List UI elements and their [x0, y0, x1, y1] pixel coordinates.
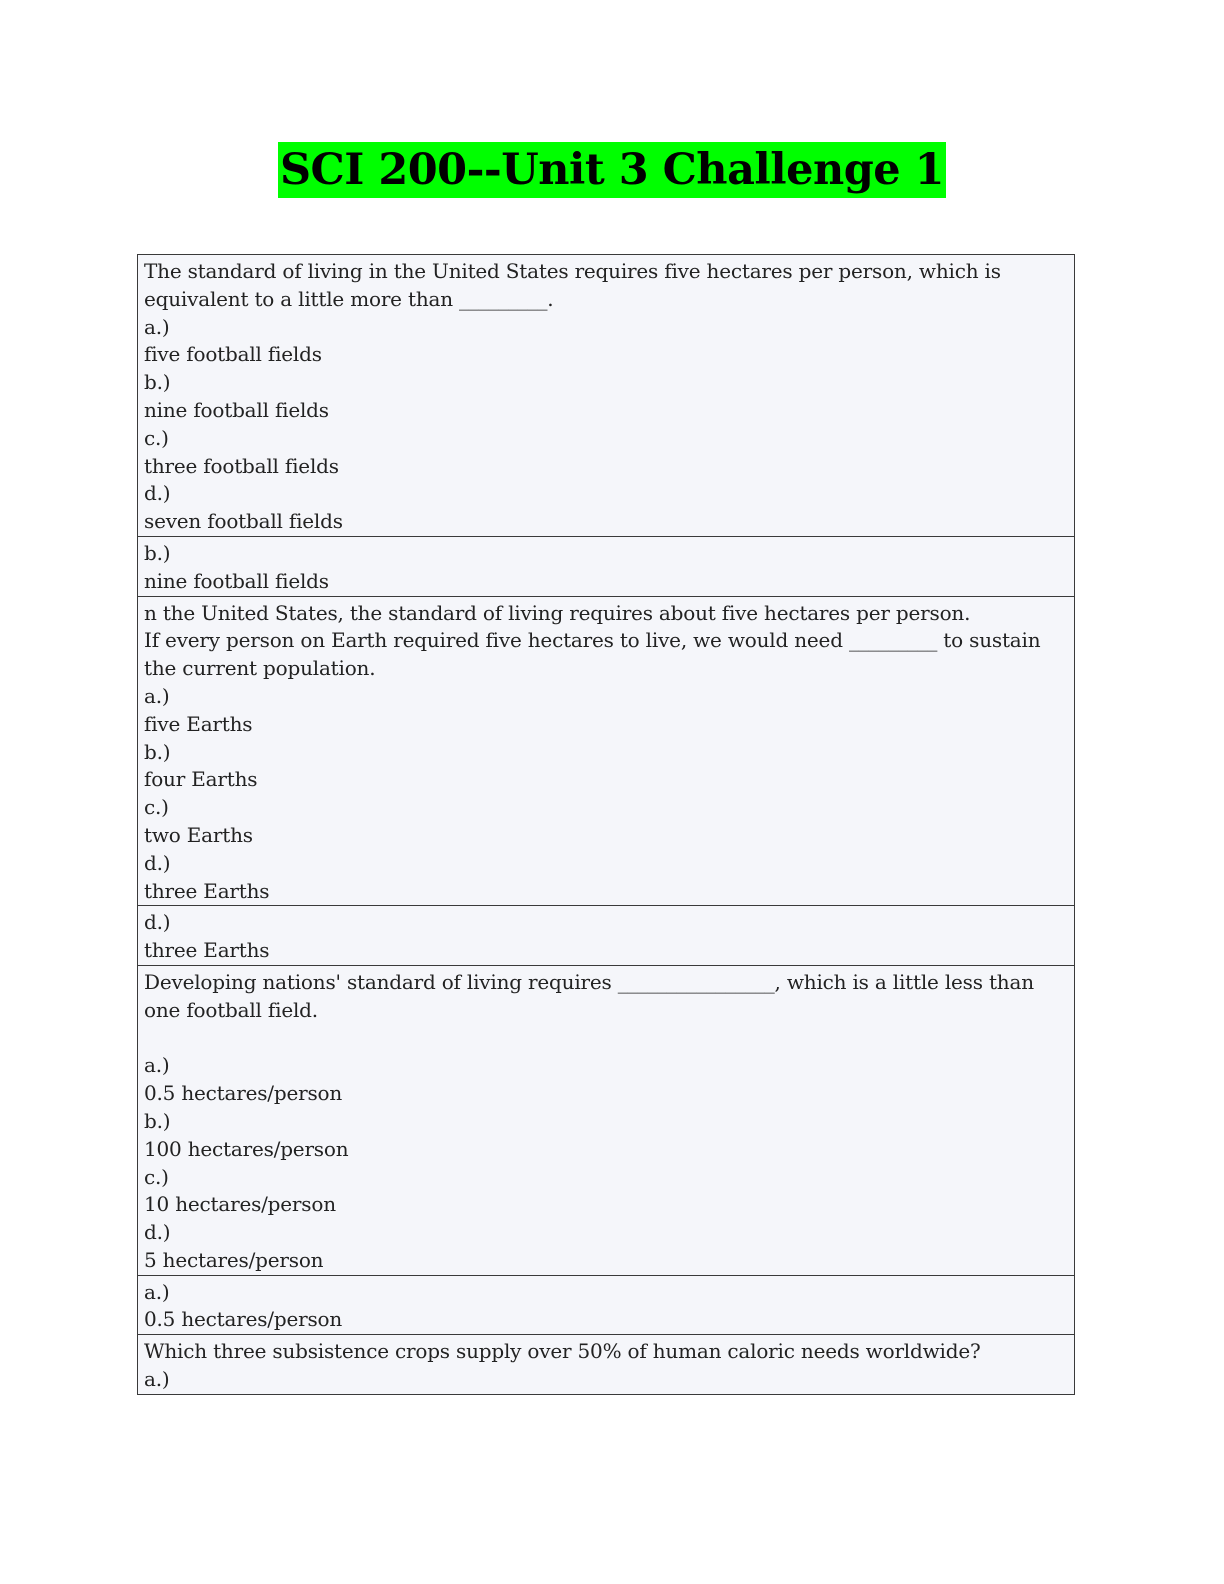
text-line: the current population.	[144, 656, 376, 681]
blank-line	[144, 1025, 1068, 1053]
text-line: n the United States, the standard of living requires about five hectares per person.	[144, 600, 971, 625]
text-line: If every person on Earth required five hectares to live, we would need _________ to sustain	[144, 628, 1041, 653]
answer-cell	[138, 1275, 1075, 1335]
answer-cell	[138, 536, 1075, 596]
answer-row	[138, 1275, 1075, 1335]
qa-table-container	[137, 254, 1075, 1400]
text-line: a.)	[144, 1053, 170, 1078]
text-line: b.)	[144, 540, 171, 565]
text-line: a.)	[144, 683, 170, 708]
qa-table-body	[138, 255, 1075, 1395]
text-line: three Earths	[144, 878, 270, 903]
text-line: nine football fields	[144, 568, 329, 593]
question-cell	[138, 255, 1075, 537]
text-line: d.)	[144, 910, 171, 935]
question-row	[138, 965, 1075, 1275]
question-cell	[138, 1335, 1075, 1395]
title-container	[0, 142, 1224, 198]
text-line: c.)	[144, 1164, 169, 1189]
answer-cell	[138, 906, 1075, 966]
text-line: a.)	[144, 1279, 170, 1304]
text-line: nine football fields	[144, 397, 329, 422]
text-line: The standard of living in the United States requires five hectares per person, which is	[144, 259, 1001, 283]
text-line: five Earths	[144, 711, 253, 736]
text-line: seven football fields	[144, 509, 343, 534]
question-cell	[138, 965, 1075, 1275]
text-line: equivalent to a little more than _________.	[144, 286, 554, 311]
question-row	[138, 596, 1075, 906]
text-line: c.)	[144, 425, 169, 450]
document-title: SCI 200--Unit 3 Challenge 1	[278, 142, 946, 198]
answer-row	[138, 906, 1075, 966]
text-line: two Earths	[144, 822, 253, 847]
text-line: d.)	[144, 850, 171, 875]
text-line: one football field.	[144, 997, 318, 1022]
text-line: Which three subsistence crops supply over 50% of human caloric needs worldwide?	[144, 1339, 981, 1364]
text-line: 10 hectares/person	[144, 1192, 336, 1217]
answer-row	[138, 536, 1075, 596]
text-line: 100 hectares/person	[144, 1136, 349, 1161]
qa-table	[137, 254, 1075, 1395]
text-line: 0.5 hectares/person	[144, 1081, 343, 1106]
text-line: b.)	[144, 1108, 171, 1133]
text-line: three Earths	[144, 938, 270, 963]
text-line: c.)	[144, 795, 169, 820]
text-line: a.)	[144, 1367, 170, 1392]
text-line: d.)	[144, 481, 171, 506]
text-line: b.)	[144, 370, 171, 395]
text-line: 5 hectares/person	[144, 1247, 324, 1272]
text-line: 0.5 hectares/person	[144, 1307, 343, 1332]
question-row	[138, 255, 1075, 537]
text-line: four Earths	[144, 767, 258, 792]
text-line: five football fields	[144, 342, 322, 367]
question-row	[138, 1335, 1075, 1395]
text-line: b.)	[144, 739, 171, 764]
text-line: d.)	[144, 1220, 171, 1245]
text-line: three football fields	[144, 453, 339, 478]
text-line: a.)	[144, 314, 170, 339]
text-line: Developing nations' standard of living requires ________________, which is a little less than	[144, 969, 1034, 994]
question-cell	[138, 596, 1075, 906]
